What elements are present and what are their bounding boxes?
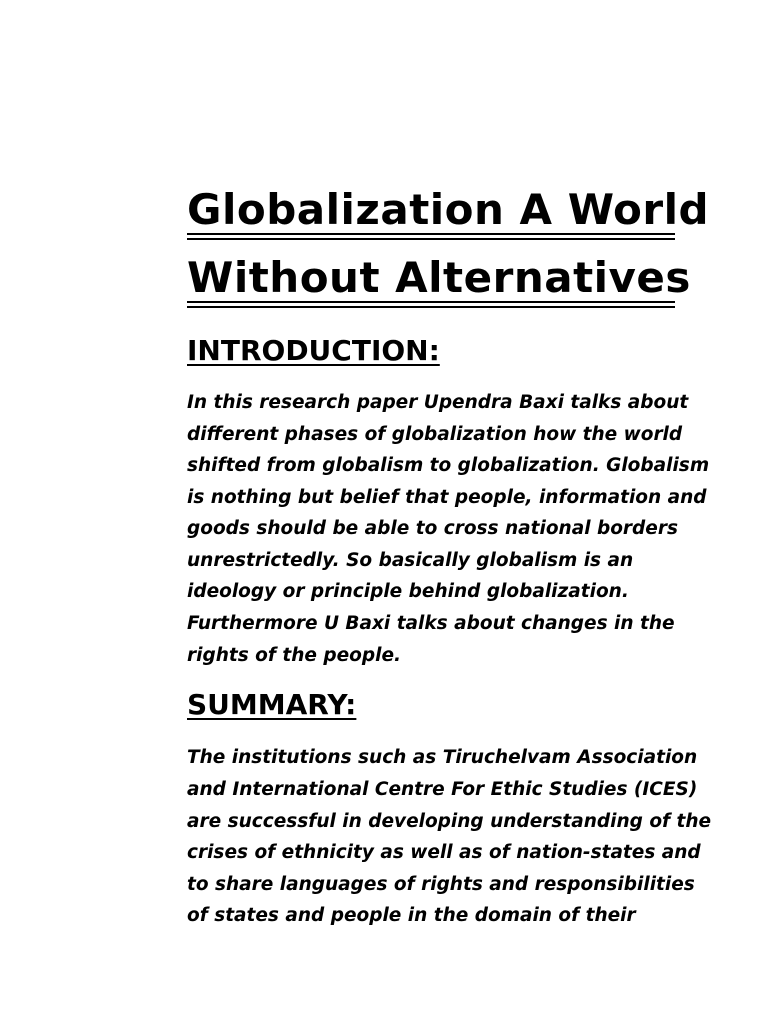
document-title-line-1: Globalization A World [187, 185, 710, 234]
paragraph-line: shifted from globalism to globalization. Globalism [187, 455, 710, 476]
paragraph-line: ideology or principle behind globalization. [187, 581, 629, 602]
section-heading-summary: SUMMARY: [187, 688, 357, 721]
paragraph-line: Furthermore U Baxi talks about changes in the [187, 613, 675, 634]
title-underline-4 [187, 306, 675, 308]
paragraph-line: to share languages of rights and responsibilities [187, 874, 695, 895]
page-content [187, 0, 712, 926]
paragraph-line: crises of ethnicity as well as of nation-states and [187, 842, 701, 863]
paragraph-line: The institutions such as Tiruchelvam Association [187, 747, 698, 768]
paragraph-line: of states and people in the domain of their [187, 905, 636, 926]
title-underline-3 [187, 301, 675, 303]
paragraph-line: is nothing but belief that people, information and [187, 487, 707, 508]
paragraph-line: different phases of globalization how the world [187, 424, 683, 445]
paragraph-line: rights of the people. [187, 645, 402, 666]
title-underline-2 [187, 238, 675, 240]
paragraph-line: unrestrictedly. So basically globalism is an [187, 550, 634, 571]
paragraph-line: are successful in developing understanding of the [187, 811, 712, 832]
paragraph-line: In this research paper Upendra Baxi talks about [187, 392, 689, 413]
paragraph-line: and International Centre For Ethic Studies (ICES) [187, 779, 698, 800]
title-underline-1 [187, 233, 675, 235]
section-heading-introduction: INTRODUCTION: [187, 334, 440, 367]
document-title-line-2: Without Alternatives [187, 253, 691, 302]
paragraph-line: goods should be able to cross national borders [187, 518, 678, 539]
